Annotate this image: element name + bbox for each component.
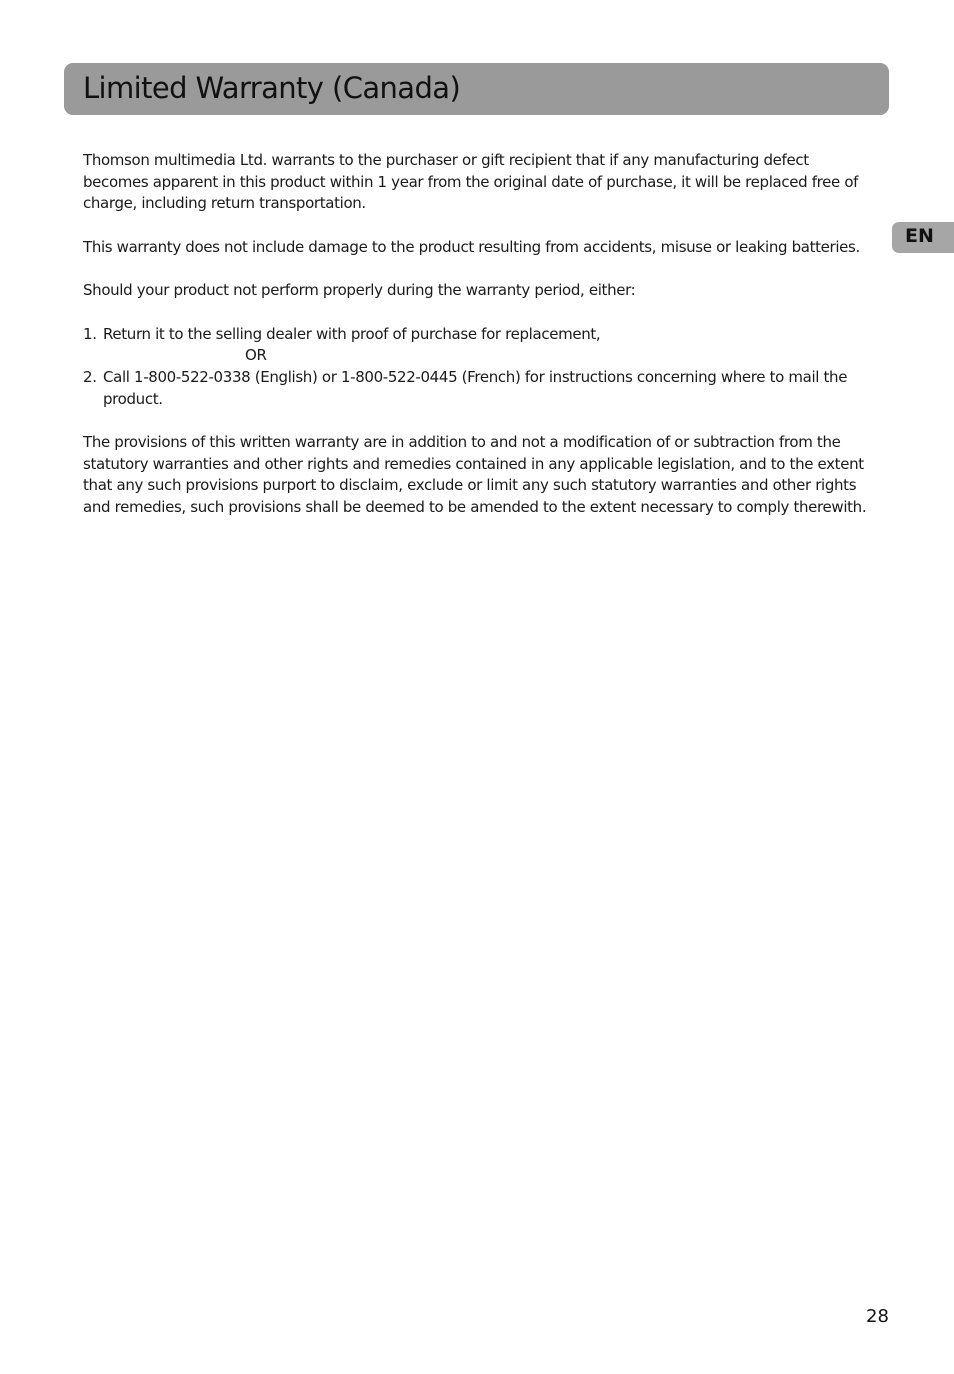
list-item-text: Call 1-800-522-0338 (English) or 1-800-522-0445 (French) for instructions concerning where to mail the product. (103, 367, 848, 408)
language-tab (892, 222, 954, 253)
or-separator: OR (245, 346, 267, 365)
paragraph-warranty-exclusions: This warranty does not include damage to the product resulting from accidents, misuse or leaking batteries. (83, 237, 860, 256)
page-number: 28 (866, 1306, 889, 1327)
list-item (83, 367, 873, 410)
list-item (83, 324, 873, 346)
list-item-text: Return it to the selling dealer with proof of purchase for replacement, (103, 324, 601, 343)
paragraph-warranty-options-intro: Should your product not perform properly during the warranty period, either: (83, 281, 636, 300)
page-title: Limited Warranty (Canada) (83, 71, 461, 105)
warranty-options-list (83, 324, 873, 411)
warranty-content (83, 150, 873, 541)
list-item-number: 2. (83, 367, 97, 386)
title-bar (64, 63, 889, 115)
list-item-number: 1. (83, 324, 97, 343)
paragraph-warranty-coverage: Thomson multimedia Ltd. warrants to the purchaser or gift recipient that if any manufacturing defect becomes apparent in this product within 1 year from the original date of purchase, it will be replaced free of charge, including return transportation. (83, 151, 859, 213)
language-tab-label: EN (905, 225, 934, 247)
paragraph-statutory-rights: The provisions of this written warranty are in addition to and not a modification of or subtraction from the statutory warranties and other rights and remedies contained in any applicable legislation, and to the extent that any such provisions purport to disclaim, exclude or limit any such statutory warranties and other rights and remedies, such provisions shall be deemed to be amended to the extent necessary to comply therewith. (83, 433, 867, 517)
